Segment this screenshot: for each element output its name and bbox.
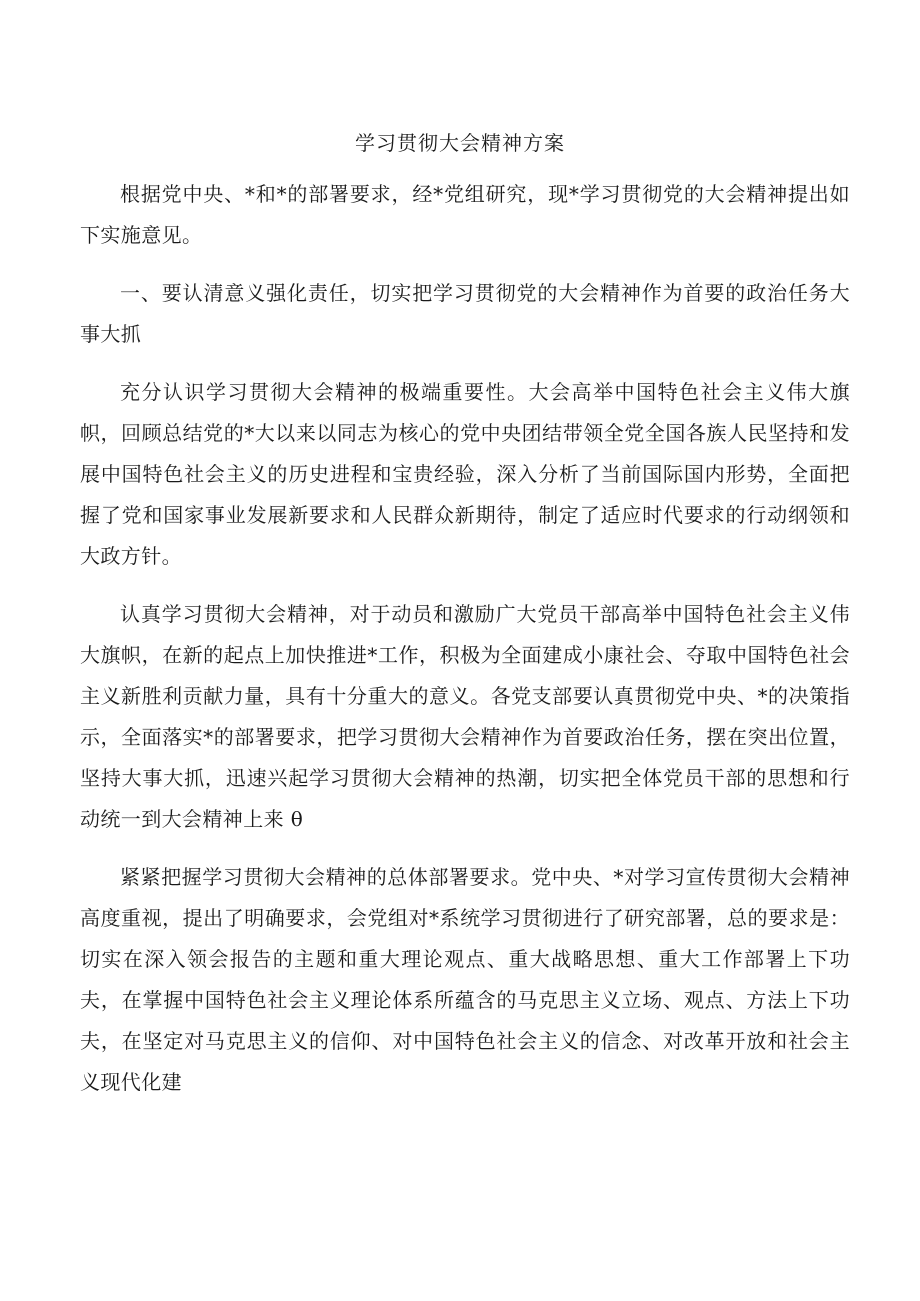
paragraph-importance: 充分认识学习贯彻大会精神的极端重要性。大会高举中国特色社会主义伟大旗帜，回顾总结党的*大以来以同志为核心的党中央团结带领全党全国各族人民坚持和发展中国特色社会主义的历史进程和宝贵经验，深入分析了当前国际国内形势，全面把握了党和国家事业发展新要求和人民群众新期待，制定了适应时代要求的行动纲领和大政方针。 [80,380,850,568]
paragraph-requirements: 紧紧把握学习贯彻大会精神的总体部署要求。党中央、*对学习宣传贯彻大会精神高度重视，提出了明确要求，会党组对*系统学习贯彻进行了研究部署，总的要求是：切实在深入领会报告的主题和重大理论观点、重大战略思想、重大工作部署上下功夫，在掌握中国特色社会主义理论体系所蕴含的马克思主义立场、观点、方法上下功夫，在坚定对马克思主义的信仰、对中国特色社会主义的信念、对改革开放和社会主义现代化建 [80,865,850,1094]
document-body [80,174,850,1120]
paragraph-significance: 认真学习贯彻大会精神，对于动员和激励广大党员干部高举中国特色社会主义伟大旗帜，在新的起点上加快推进*工作，积极为全面建成小康社会、夺取中国特色社会主义新胜利贡献力量，具有十分重大的意义。各党支部要认真贯彻党中央、*的决策指示，全面落实*的部署要求，把学习贯彻大会精神作为首要政治任务，摆在突出位置，坚持大事大抓，迅速兴起学习贯彻大会精神的热潮，切实把全体党员干部的思想和行动统一到大会精神上来 θ [80,602,850,831]
paragraph-intro: 根据党中央、*和*的部署要求，经*党组研究，现*学习贯彻党的大会精神提出如下实施意见。 [80,182,850,247]
document-title: 学习贯彻大会精神方案 [355,131,565,155]
paragraph-section-heading: 一、要认清意义强化责任，切实把学习贯彻党的大会精神作为首要的政治任务大事大抓 [80,281,850,346]
